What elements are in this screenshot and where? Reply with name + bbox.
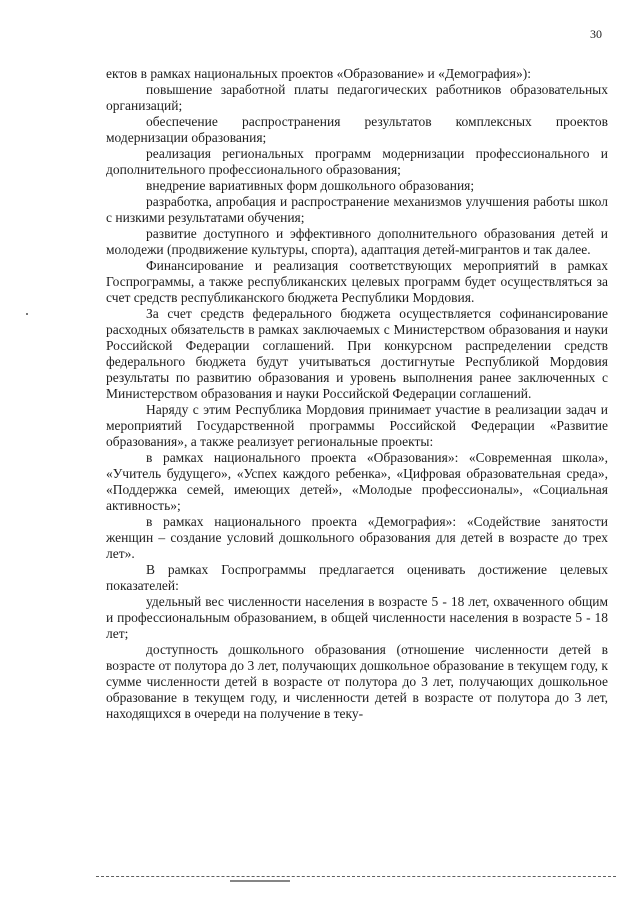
paragraph-financing: Финансирование и реализация соответствующих мероприятий в рамках Госпрограммы, а также республиканских целевых программ будет осуществляться за счет средств республиканского бюджета Республики Мордовия.	[106, 258, 608, 305]
page-number: 30	[590, 27, 602, 41]
paragraph-list-item: повышение заработной платы педагогических работников образовательных организаций;	[106, 82, 608, 113]
paragraph-list-item: внедрение вариативных форм дошкольного образования;	[146, 178, 475, 193]
scan-artifact-dot	[26, 313, 28, 315]
paragraph-list-item: развитие доступного и эффективного дополнительного образования детей и молодежи (продвижение культуры, спорта), адаптация детей-мигрантов и так далее.	[106, 226, 608, 257]
paragraph-indicators-intro: В рамках Госпрограммы предлагается оценивать достижение целевых показателей:	[106, 562, 608, 593]
paragraph-list-item: разработка, апробация и распространение механизмов улучшения работы школ с низкими результатами обучения;	[106, 194, 608, 225]
document-body	[106, 66, 608, 722]
paragraph-continuation: ектов в рамках национальных проектов «Образование» и «Демография»):	[106, 66, 531, 81]
scan-artifact-line	[230, 880, 290, 882]
scan-artifact-line	[96, 876, 616, 877]
paragraph-indicator: удельный вес численности населения в возрасте 5 - 18 лет, охваченного общим и профессиональным образованием, в общей численности населения в возрасте 5 - 18 лет;	[106, 594, 608, 641]
paragraph-list-item: обеспечение распространения результатов комплексных проектов модернизации образования;	[106, 114, 608, 145]
paragraph-project-education: в рамках национального проекта «Образования»: «Современная школа», «Учитель будущего», «Успех каждого ребенка», «Цифровая образовательная среда», «Поддержка семей, имеющих детей», «Молодые профессионалы», «Социальная активность»;	[106, 450, 608, 513]
paragraph-project-demography: в рамках национального проекта «Демография»: «Содействие занятости женщин – создание условий дошкольного образования для детей в возрасте до трех лет».	[106, 514, 608, 561]
paragraph-indicator: доступность дошкольного образования (отношение численности детей в возрасте от полутора до 3 лет, получающих дошкольное образование в текущем году, к сумме численности детей в возрасте от полутора до 3 лет, получающих дошкольное образование в текущем году, и численности детей в возрасте от полутора до 3 лет, находящихся в очереди на получение в теку-	[106, 642, 608, 721]
paragraph-list-item: реализация региональных программ модернизации профессионального и дополнительного профессионального образования;	[106, 146, 608, 177]
paragraph-participation: Наряду с этим Республика Мордовия принимает участие в реализации задач и мероприятий Государственной программы Российской Федерации «Развитие образования», а также реализует региональные проекты:	[106, 402, 608, 449]
paragraph-federal-budget: За счет средств федерального бюджета осуществляется софинансирование расходных обязательств в рамках заключаемых с Министерством образования и науки Российской Федерации соглашений. При конкурсном распределении средств федерального бюджета будут учитываться достигнутые Республикой Мордовия результаты по развитию образования и уровень выполнения ранее заключенных с Министерством образования и науки Российской Федерации соглашений.	[106, 306, 608, 401]
